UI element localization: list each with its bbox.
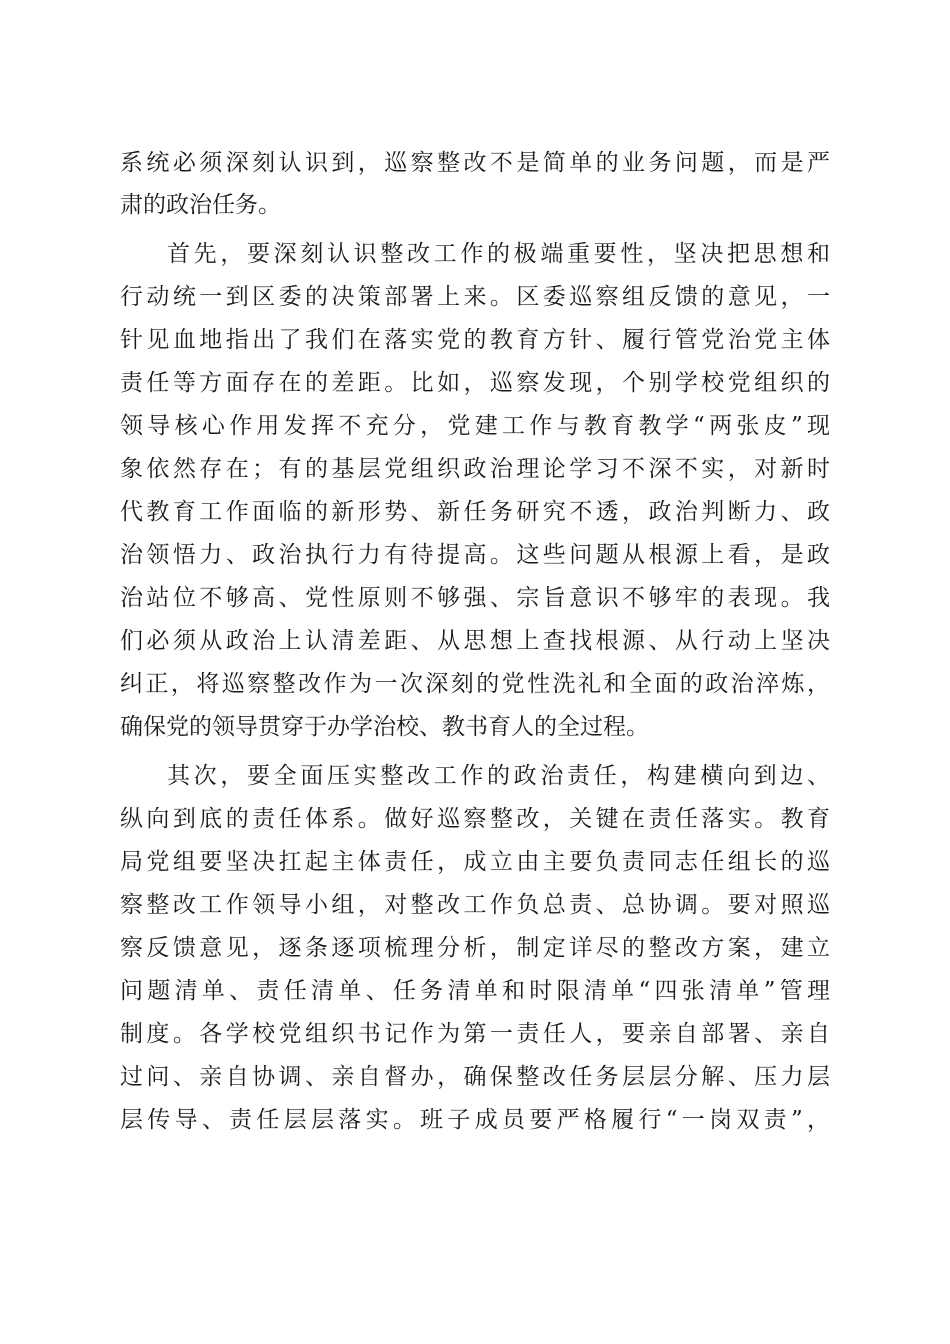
paragraph-3-line-6: 问题清单、责任清单、任务清单和时限清单“四张清单”管理 [120, 978, 830, 1004]
paragraph-2-line-3: 针见血地指出了我们在落实党的教育方针、履行管党治党主体 [120, 327, 830, 353]
paragraph-2-line-7: 代教育工作面临的新形势、新任务研究不透，政治判断力、政 [120, 499, 830, 525]
paragraph-3-line-1: 其次，要全面压实整改工作的政治责任，构建横向到边、 [167, 763, 830, 789]
paragraph-2-line-8: 治领悟力、政治执行力有待提高。这些问题从根源上看，是政 [120, 542, 830, 568]
paragraph-2-line-10: 们必须从政治上认清差距、从思想上查找根源、从行动上坚决 [120, 628, 830, 654]
paragraph-3-line-4: 察整改工作领导小组，对整改工作负总责、总协调。要对照巡 [120, 892, 830, 918]
paragraph-1-line-2: 肃的政治任务。 [120, 192, 281, 218]
paragraph-2-line-2: 行动统一到区委的决策部署上来。区委巡察组反馈的意见，一 [120, 284, 830, 310]
paragraph-3-line-7: 制度。各学校党组织书记作为第一责任人，要亲自部署、亲自 [120, 1021, 830, 1047]
paragraph-3-line-9: 层传导、责任层层落实。班子成员要严格履行“一岗双责”， [120, 1107, 830, 1133]
paragraph-3-line-5: 察反馈意见，逐条逐项梳理分析，制定详尽的整改方案，建立 [120, 935, 830, 961]
paragraph-3-line-2: 纵向到底的责任体系。做好巡察整改，关键在责任落实。教育 [120, 806, 830, 832]
paragraph-1-line-1: 系统必须深刻认识到，巡察整改不是简单的业务问题，而是严 [120, 150, 830, 176]
paragraph-2-line-9: 治站位不够高、党性原则不够强、宗旨意识不够牢的表现。我 [120, 585, 830, 611]
paragraph-2-line-6: 象依然存在；有的基层党组织政治理论学习不深不实，对新时 [120, 456, 830, 482]
paragraph-3-line-8: 过问、亲自协调、亲自督办，确保整改任务层层分解、压力层 [120, 1064, 830, 1090]
paragraph-2-line-12: 确保党的领导贯穿于办学治校、教书育人的全过程。 [120, 714, 649, 740]
paragraph-2-line-1: 首先，要深刻认识整改工作的极端重要性，坚决把思想和 [167, 241, 830, 267]
paragraph-2-line-11: 纠正，将巡察整改作为一次深刻的党性洗礼和全面的政治淬炼， [120, 671, 830, 697]
paragraph-3-line-3: 局党组要坚决扛起主体责任，成立由主要负责同志任组长的巡 [120, 849, 830, 875]
paragraph-2-line-5: 领导核心作用发挥不充分，党建工作与教育教学“两张皮”现 [120, 413, 830, 439]
paragraph-2-line-4: 责任等方面存在的差距。比如，巡察发现，个别学校党组织的 [120, 370, 830, 396]
